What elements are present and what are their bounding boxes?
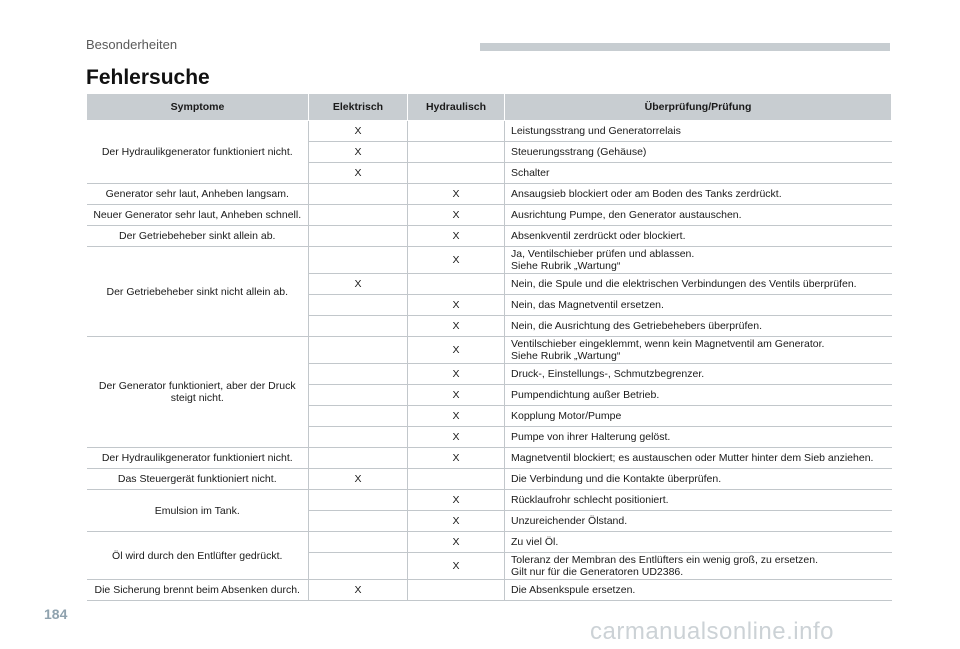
check-cell [505,142,892,163]
hydraulisch-cell: X [408,316,505,337]
hydraulisch-cell [408,274,505,295]
check-line: Siehe Rubrik „Wartung“ [511,350,621,362]
check-line: Gilt nur für die Generatoren UD2386. [511,566,684,578]
header-bar [480,43,890,51]
table-row [87,226,892,247]
check-line: Magnetventil blockiert; es austauschen oder Mutter hinter dem Sieb anziehen. [511,452,874,464]
symptom-cell: Generator sehr laut, Anheben langsam. [87,184,309,205]
elektrisch-cell: X [309,121,408,142]
hydraulisch-cell [408,142,505,163]
symptom-cell: Emulsion im Tank. [87,490,309,532]
check-cell [505,337,892,364]
hydraulisch-cell: X [408,490,505,511]
hydraulisch-cell: X [408,184,505,205]
check-line: Kopplung Motor/Pumpe [511,410,622,422]
troubleshooting-table [86,93,892,601]
table-row [87,490,892,511]
check-line: Pumpe von ihrer Halterung gelöst. [511,431,671,443]
symptom-cell: Der Generator funktioniert, aber der Druck steigt nicht. [87,337,309,448]
column-header-hydraulisch: Hydraulisch [408,94,505,121]
hydraulisch-cell: X [408,295,505,316]
table-row [87,469,892,490]
elektrisch-cell: X [309,469,408,490]
check-line: Siehe Rubrik „Wartung“ [511,260,621,272]
check-line: Unzureichender Ölstand. [511,515,628,527]
check-cell [505,295,892,316]
symptom-cell: Der Getriebeheber sinkt allein ab. [87,226,309,247]
check-line: Rücklaufrohr schlecht positioniert. [511,494,669,506]
check-line: Ja, Ventilschieber prüfen und ablassen. [511,248,695,260]
hydraulisch-cell: X [408,385,505,406]
column-header-pruefung: Überprüfung/Prüfung [505,94,892,121]
check-cell [505,427,892,448]
elektrisch-cell: X [309,142,408,163]
elektrisch-cell [309,511,408,532]
table-row [87,205,892,226]
watermark: carmanualsonline.info [590,618,834,645]
column-header-elektrisch: Elektrisch [309,94,408,121]
hydraulisch-cell [408,163,505,184]
symptom-cell: Der Hydraulikgenerator funktioniert nicht. [87,448,309,469]
check-cell [505,364,892,385]
check-cell [505,532,892,553]
table-body [87,121,892,601]
table-row [87,448,892,469]
table-row [87,532,892,553]
elektrisch-cell [309,448,408,469]
symptom-cell: Die Sicherung brennt beim Absenken durch. [87,580,309,601]
check-cell [505,316,892,337]
page-number: 184 [44,606,68,622]
elektrisch-cell [309,316,408,337]
column-header-symptome: Symptome [87,94,309,121]
check-line: Toleranz der Membran des Entlüfters ein wenig groß, zu ersetzen. [511,554,818,566]
elektrisch-cell: X [309,274,408,295]
check-cell [505,553,892,580]
table-header-row [87,94,892,121]
check-cell [505,580,892,601]
check-line: Nein, die Spule und die elektrischen Verbindungen des Ventils überprüfen. [511,278,857,290]
check-line: Leistungsstrang und Generatorrelais [511,125,681,137]
elektrisch-cell [309,406,408,427]
check-cell [505,121,892,142]
section-title: Besonderheiten [86,37,178,52]
hydraulisch-cell: X [408,406,505,427]
check-line: Ansaugsieb blockiert oder am Boden des Tanks zerdrückt. [511,188,782,200]
hydraulisch-cell [408,469,505,490]
symptom-cell: Das Steuergerät funktioniert nicht. [87,469,309,490]
elektrisch-cell [309,295,408,316]
check-cell [505,385,892,406]
hydraulisch-cell [408,580,505,601]
elektrisch-cell [309,337,408,364]
check-cell [505,274,892,295]
elektrisch-cell [309,532,408,553]
hydraulisch-cell [408,121,505,142]
check-line: Absenkventil zerdrückt oder blockiert. [511,230,686,242]
check-line: Nein, die Ausrichtung des Getriebehebers überprüfen. [511,320,762,332]
check-cell [505,247,892,274]
check-line: Die Verbindung und die Kontakte überprüfen. [511,473,722,485]
check-cell [505,490,892,511]
check-line: Schalter [511,167,550,179]
check-line: Nein, das Magnetventil ersetzen. [511,299,664,311]
hydraulisch-cell: X [408,532,505,553]
table-row [87,121,892,142]
symptom-cell: Der Getriebeheber sinkt nicht allein ab. [87,247,309,337]
check-cell [505,205,892,226]
elektrisch-cell: X [309,163,408,184]
elektrisch-cell: X [309,580,408,601]
check-cell [505,184,892,205]
table-row [87,184,892,205]
hydraulisch-cell: X [408,205,505,226]
elektrisch-cell [309,226,408,247]
elektrisch-cell [309,385,408,406]
check-line: Zu viel Öl. [511,536,559,548]
page-title: Fehlersuche [86,66,210,89]
check-cell [505,406,892,427]
hydraulisch-cell: X [408,247,505,274]
elektrisch-cell [309,490,408,511]
check-line: Ausrichtung Pumpe, den Generator austauschen. [511,209,742,221]
hydraulisch-cell: X [408,337,505,364]
elektrisch-cell [309,427,408,448]
check-line: Ventilschieber eingeklemmt, wenn kein Magnetventil am Generator. [511,338,825,350]
hydraulisch-cell: X [408,427,505,448]
elektrisch-cell [309,247,408,274]
symptom-cell: Neuer Generator sehr laut, Anheben schnell. [87,205,309,226]
hydraulisch-cell: X [408,226,505,247]
hydraulisch-cell: X [408,364,505,385]
table-row [87,337,892,364]
hydraulisch-cell: X [408,553,505,580]
symptom-cell: Der Hydraulikgenerator funktioniert nicht. [87,121,309,184]
check-line: Steuerungsstrang (Gehäuse) [511,146,647,158]
elektrisch-cell [309,205,408,226]
hydraulisch-cell: X [408,448,505,469]
elektrisch-cell [309,553,408,580]
check-line: Die Absenkspule ersetzen. [511,584,636,596]
check-cell [505,469,892,490]
table-row [87,580,892,601]
elektrisch-cell [309,364,408,385]
check-cell [505,163,892,184]
elektrisch-cell [309,184,408,205]
table-row [87,247,892,274]
check-cell [505,511,892,532]
check-line: Druck-, Einstellungs-, Schmutzbegrenzer. [511,368,705,380]
hydraulisch-cell: X [408,511,505,532]
check-cell [505,226,892,247]
symptom-cell: Öl wird durch den Entlüfter gedrückt. [87,532,309,580]
check-cell [505,448,892,469]
check-line: Pumpendichtung außer Betrieb. [511,389,660,401]
